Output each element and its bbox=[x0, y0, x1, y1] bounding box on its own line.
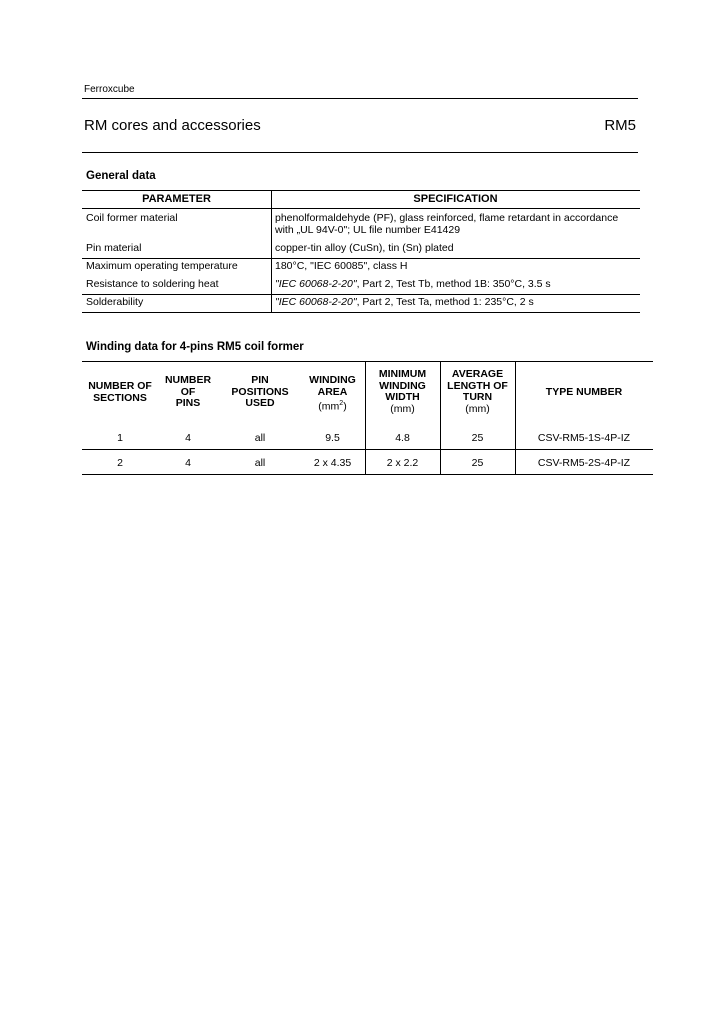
type-number-cell: CSV-RM5-2S-4P-IZ bbox=[537, 457, 631, 469]
column-header: PARAMETER bbox=[142, 193, 211, 205]
table-cell: 2 x 2.2 bbox=[386, 457, 419, 469]
section-heading-winding: Winding data for 4-pins RM5 coil former bbox=[86, 341, 304, 353]
column-header: AVERAGE LENGTH OF TURN (mm) bbox=[447, 368, 508, 415]
column-header: PIN POSITIONS USED bbox=[231, 374, 289, 409]
spec-text: , Part 2, Test Tb, method 1B: 350°C, 3.5 s bbox=[356, 278, 551, 290]
table-cell: 4 bbox=[185, 432, 191, 444]
spec-cell: copper-tin alloy (CuSn), tin (Sn) plated bbox=[275, 242, 454, 254]
table-cell: 4 bbox=[185, 457, 191, 469]
param-cell: Solderability bbox=[86, 296, 144, 308]
param-cell: Coil former material bbox=[86, 212, 178, 224]
spec-cell: phenolformaldehyde (PF), glass reinforced, flame retardant in accordance bbox=[275, 212, 619, 224]
column-header: NUMBER OF SECTIONS bbox=[88, 380, 152, 404]
table-cell: 4.8 bbox=[395, 432, 410, 444]
spec-text: , Part 2, Test Ta, method 1: 235°C, 2 s bbox=[356, 296, 534, 308]
table-cell: 2 x 4.35 bbox=[313, 457, 352, 469]
section-heading-general: General data bbox=[86, 170, 156, 182]
standard-ref: "IEC 60068-2-20" bbox=[275, 278, 357, 290]
table-cell: 25 bbox=[471, 432, 484, 444]
company-name: Ferroxcube bbox=[84, 84, 135, 95]
standard-ref: "IEC 60068-2-20" bbox=[275, 296, 357, 308]
table-cell: 9.5 bbox=[325, 432, 340, 444]
spec-cell: with „UL 94V-0"; UL file number E41429 bbox=[275, 224, 461, 236]
table-cell: 2 bbox=[117, 457, 123, 469]
column-header: WINDING AREA $(mm^2)$ bbox=[309, 374, 356, 413]
column-header: NUMBER OF PINS bbox=[164, 374, 212, 409]
spec-cell bbox=[275, 278, 551, 290]
table-cell: all bbox=[254, 432, 266, 444]
column-header: SPECIFICATION bbox=[413, 193, 498, 205]
table-cell: 1 bbox=[117, 432, 123, 444]
spec-cell: 180°C, "IEC 60085", class H bbox=[275, 260, 408, 272]
product-name: RM5 bbox=[604, 117, 636, 134]
table-cell: 25 bbox=[471, 457, 484, 469]
spec-cell bbox=[275, 296, 534, 308]
param-cell: Maximum operating temperature bbox=[86, 260, 238, 272]
column-header: TYPE NUMBER bbox=[545, 386, 623, 398]
column-header: MINIMUM WINDING WIDTH (mm) bbox=[378, 368, 427, 415]
page-title: RM cores and accessories bbox=[84, 117, 261, 134]
param-cell: Pin material bbox=[86, 242, 142, 254]
divider bbox=[82, 152, 638, 153]
param-cell: Resistance to soldering heat bbox=[86, 278, 219, 290]
table-cell: all bbox=[254, 457, 266, 469]
divider bbox=[82, 98, 638, 99]
type-number-cell: CSV-RM5-1S-4P-IZ bbox=[537, 432, 631, 444]
